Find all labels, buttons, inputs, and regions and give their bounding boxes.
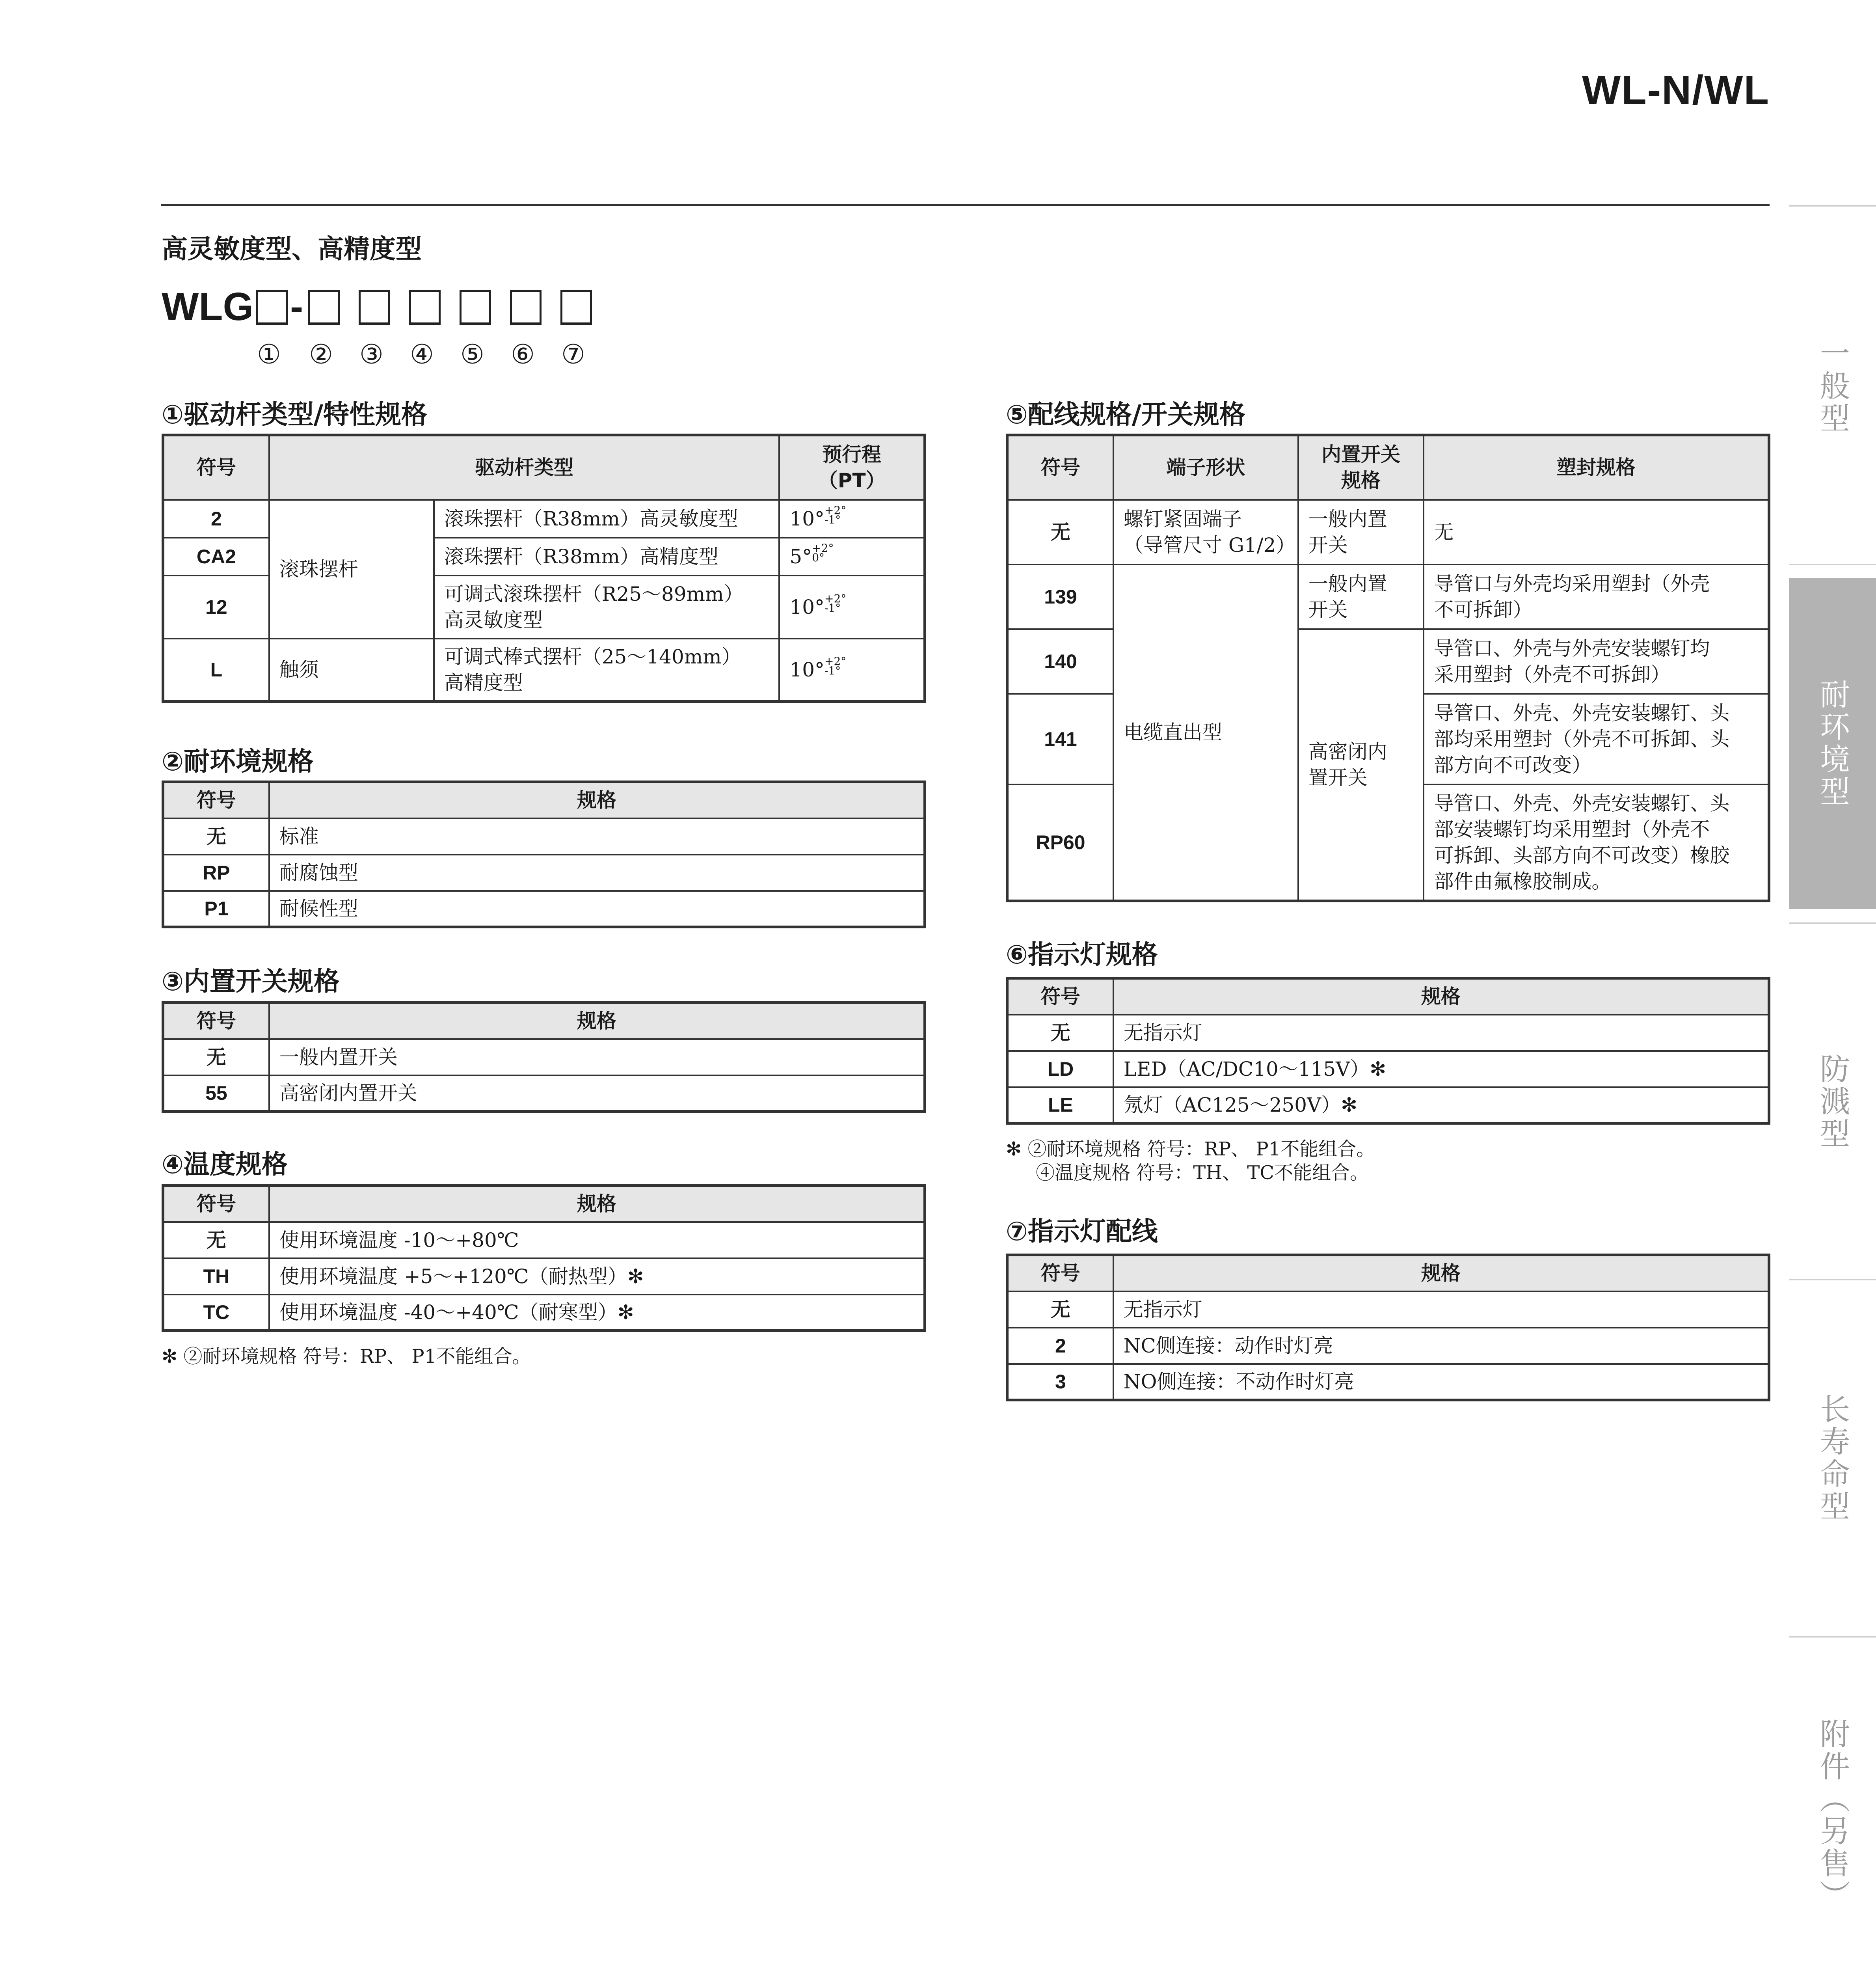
model-dash: -: [290, 285, 303, 329]
section-5-title: ⑤配线规格/开关规格: [1006, 399, 1245, 430]
table-row: 55 高密闭内置开关: [163, 1075, 925, 1112]
table-row: 2 NC侧连接：动作时灯亮: [1007, 1328, 1769, 1364]
table-row: L 触须 可调式棒式摆杆（25～140mm） 高精度型 10°+2° -1°: [163, 639, 925, 702]
group-whisker: 触须: [269, 639, 434, 702]
table-row: 无 一般内置开关: [163, 1039, 925, 1075]
table-row: 139 电缆直出型 一般内置 开关 导管口与外壳均采用塑封（外壳 不可拆卸）: [1007, 564, 1769, 629]
table-row: 141 导管口、外壳、外壳安装螺钉、头 部均采用塑封（外壳不可拆卸、头 部方向不可改变）: [1007, 694, 1769, 784]
table-row: 3 NO侧连接：不动作时灯亮: [1007, 1364, 1769, 1400]
sidebar-tab-long-life[interactable]: 长寿命型: [1815, 1393, 1850, 1523]
model-marker-7: ⑦: [561, 339, 585, 370]
section-1-title: ①驱动杆类型/特性规格: [162, 399, 427, 430]
section-2-title: ②耐环境规格: [162, 746, 314, 777]
indicator-note-2: ④温度规格 符号：TH、 TC不能组合。: [1036, 1162, 1369, 1184]
table-row: 无 螺钉紧固端子 （导管尺寸 G1/2） 一般内置 开关 无: [1007, 500, 1769, 564]
indicator-wiring-table: 符号 规格 无 无指示灯 2 NC侧连接：动作时灯亮 3 NO侧连接：不动作时灯亮: [1006, 1254, 1770, 1401]
sidebar-tab-splashproof[interactable]: 防溅型: [1815, 1053, 1850, 1150]
table-row: CA2 滚珠摆杆（R38mm）高精度型 5°+2° 0°: [163, 538, 925, 576]
section-3-title: ③内置开关规格: [162, 966, 340, 997]
model-marker-5: ⑤: [460, 339, 484, 370]
wiring-table: 符号 端子形状 内置开关 规格 塑封规格 无 螺钉紧固端子 （导管尺寸 G1/2） 一般内置 开关 无 139 电缆直出型 一般内置 开关 导管口与外壳均采用塑封（外壳 不可拆卸） 140 高密闭内 置开关 导管口、外壳与外壳安装螺钉均 采用塑封（外壳不可拆卸） 141 导管口、外壳、外壳安装螺钉、头 部均采用塑封（外壳不可拆卸、头 部方向不可改变） RP60 导管口、外壳、外壳安装螺钉、头 部安装螺钉均采用塑封（外壳不 可拆卸、头部方向不可改变）橡胶 部件由氟橡胶制成。: [1006, 434, 1770, 902]
col-header-pt: 预行程 （PT）: [779, 435, 925, 500]
model-slot-6: [510, 290, 542, 325]
col-header-symbol: 符号: [163, 435, 269, 500]
table-row: 无 无指示灯: [1007, 1015, 1769, 1051]
model-slot-7: [560, 290, 592, 325]
series-title: WL-N/WL: [1582, 67, 1770, 113]
table-row: 无 标准: [163, 818, 925, 855]
sidebar-divider: [1789, 564, 1876, 565]
col-header-actuator: 驱动杆类型: [269, 435, 780, 500]
table-row: 2 滚珠摆杆 滚珠摆杆（R38mm）高灵敏度型 10°+2° -1°: [163, 500, 925, 538]
sidebar-tab-accessories[interactable]: 附件（另售）: [1815, 1718, 1850, 1912]
model-prefix: WLG: [162, 285, 254, 329]
section-4-title: ④温度规格: [162, 1149, 288, 1179]
environment-table: 符号 规格 无 标准 RP 耐腐蚀型 P1 耐候性型: [162, 781, 926, 928]
table-row: TC 使用环境温度 -40～+40℃（耐寒型）✻: [163, 1295, 925, 1331]
section-7-title: ⑦指示灯配线: [1006, 1216, 1158, 1246]
model-marker-3: ③: [359, 339, 383, 370]
table-row: RP 耐腐蚀型: [163, 855, 925, 891]
page-subtitle: 高灵敏度型、高精度型: [162, 234, 422, 264]
model-marker-1: ①: [257, 339, 281, 370]
sidebar-tab-environment[interactable]: 耐环境型: [1789, 578, 1876, 909]
table-row: 无 使用环境温度 -10～+80℃: [163, 1222, 925, 1258]
section-6-title: ⑥指示灯规格: [1006, 939, 1158, 970]
table-row: 12 可调式滚珠摆杆（R25～89mm） 高灵敏度型 10°+2° -1°: [163, 576, 925, 639]
sidebar-tab-general[interactable]: 一般型: [1815, 338, 1850, 435]
group-roller: 滚珠摆杆: [269, 500, 434, 639]
table-row: 140 高密闭内 置开关 导管口、外壳与外壳安装螺钉均 采用塑封（外壳不可拆卸）: [1007, 629, 1769, 694]
model-slot-5: [460, 290, 491, 325]
model-slot-3: [359, 290, 390, 325]
switch-table: 符号 规格 无 一般内置开关 55 高密闭内置开关: [162, 1001, 926, 1113]
table-row: LE 氖灯（AC125～250V）✻: [1007, 1087, 1769, 1123]
table-row: 无 无指示灯: [1007, 1291, 1769, 1328]
model-slot-2: [308, 290, 340, 325]
indicator-table: 符号 规格 无 无指示灯 LD LED（AC/DC10～115V）✻ LE 氖灯（AC125～250V）✻: [1006, 977, 1770, 1125]
header-rule: [161, 204, 1770, 206]
table-row: LD LED（AC/DC10～115V）✻: [1007, 1051, 1769, 1087]
temperature-note: ✻ ②耐环境规格 符号：RP、 P1不能组合。: [162, 1345, 531, 1367]
model-slot-4: [409, 290, 441, 325]
model-slot-1: [256, 290, 288, 325]
table-row: TH 使用环境温度 +5～+120℃（耐热型）✻: [163, 1258, 925, 1295]
actuator-table: [162, 434, 926, 703]
temperature-table: 符号 规格 无 使用环境温度 -10～+80℃ TH 使用环境温度 +5～+120℃（耐热型）✻ TC 使用环境温度 -40～+40℃（耐寒型）✻: [162, 1184, 926, 1332]
indicator-note-1: ✻ ②耐环境规格 符号：RP、 P1不能组合。: [1006, 1138, 1375, 1160]
table-row: P1 耐候性型: [163, 891, 925, 927]
model-marker-6: ⑥: [511, 339, 535, 370]
sidebar-divider: [1789, 1279, 1876, 1280]
model-marker-4: ④: [410, 339, 434, 370]
sidebar-divider: [1789, 205, 1876, 207]
sidebar-divider: [1789, 1636, 1876, 1638]
sidebar-divider: [1789, 922, 1876, 924]
model-marker-2: ②: [309, 339, 333, 370]
table-row: RP60 导管口、外壳、外壳安装螺钉、头 部安装螺钉均采用塑封（外壳不 可拆卸、头部方向不可改变）橡胶 部件由氟橡胶制成。: [1007, 784, 1769, 901]
